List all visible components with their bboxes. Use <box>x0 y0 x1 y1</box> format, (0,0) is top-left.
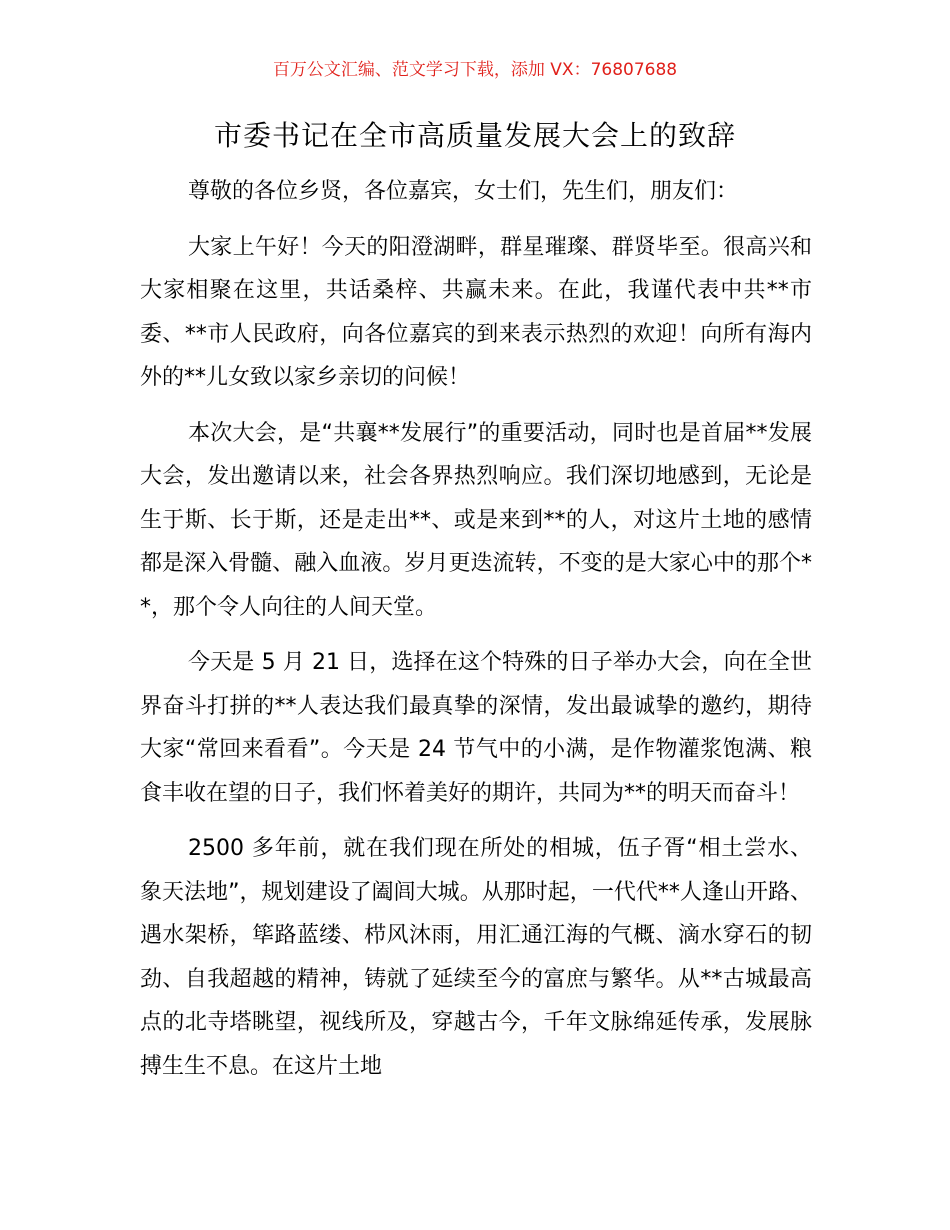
paragraph: 本次大会，是“共襄**发展行”的重要活动，同时也是首届**发展大会，发出邀请以来，社会各界热烈响应。我们深切地感到，无论是生于斯、长于斯，还是走出**、或是来到**的人，对这片土地的感情都是深入骨髓、融入血液。岁月更迭流转，不变的是大家心中的那个**，那个令人向往的人间天堂。 <box>140 420 812 620</box>
paragraph: 大家上午好！今天的阳澄湖畔，群星璀璨、群贤毕至。很高兴和大家相聚在这里，共话桑梓、共赢未来。在此，我谨代表中共**市委、**市人民政府，向各位嘉宾的到来表示热烈的欢迎！向所有海内外的**儿女致以家乡亲切的问候！ <box>140 234 812 390</box>
paragraph-salutation: 尊敬的各位乡贤，各位嘉宾，女士们，先生们，朋友们： <box>188 179 739 204</box>
document-body <box>140 170 812 1100</box>
paragraph: 2500 多年前，就在我们现在所处的相城，伍子胥“相土尝水、象天法地”，规划建设了阖闾大城。从那时起，一代代**人逢山开路、遇水架桥，筚路蓝缕、栉风沐雨，用汇通江海的气概、滴水穿石的韧劲、自我超越的精神，铸就了延续至今的富庶与繁华。从**古城最高点的北寺塔眺望，视线所及，穿越古今，千年文脉绵延传承，发展脉搏生生不息。在这片土地 <box>140 836 812 1079</box>
document-title: 市委书记在全市高质量发展大会上的致辞 <box>213 119 736 152</box>
watermark-header: 百万公文汇编、范文学习下载，添加 VX：76807688 <box>272 60 678 80</box>
paragraph: 今天是 5 月 21 日，选择在这个特殊的日子举办大会，向在全世界奋斗打拼的**人表达我们最真挚的深情，发出最诚挚的邀约，期待大家“常回来看看”。今天是 24 节气中的小满，是作物灌浆饱满、粮食丰收在望的日子，我们怀着美好的期许，共同为**的明天而奋斗！ <box>140 650 812 806</box>
